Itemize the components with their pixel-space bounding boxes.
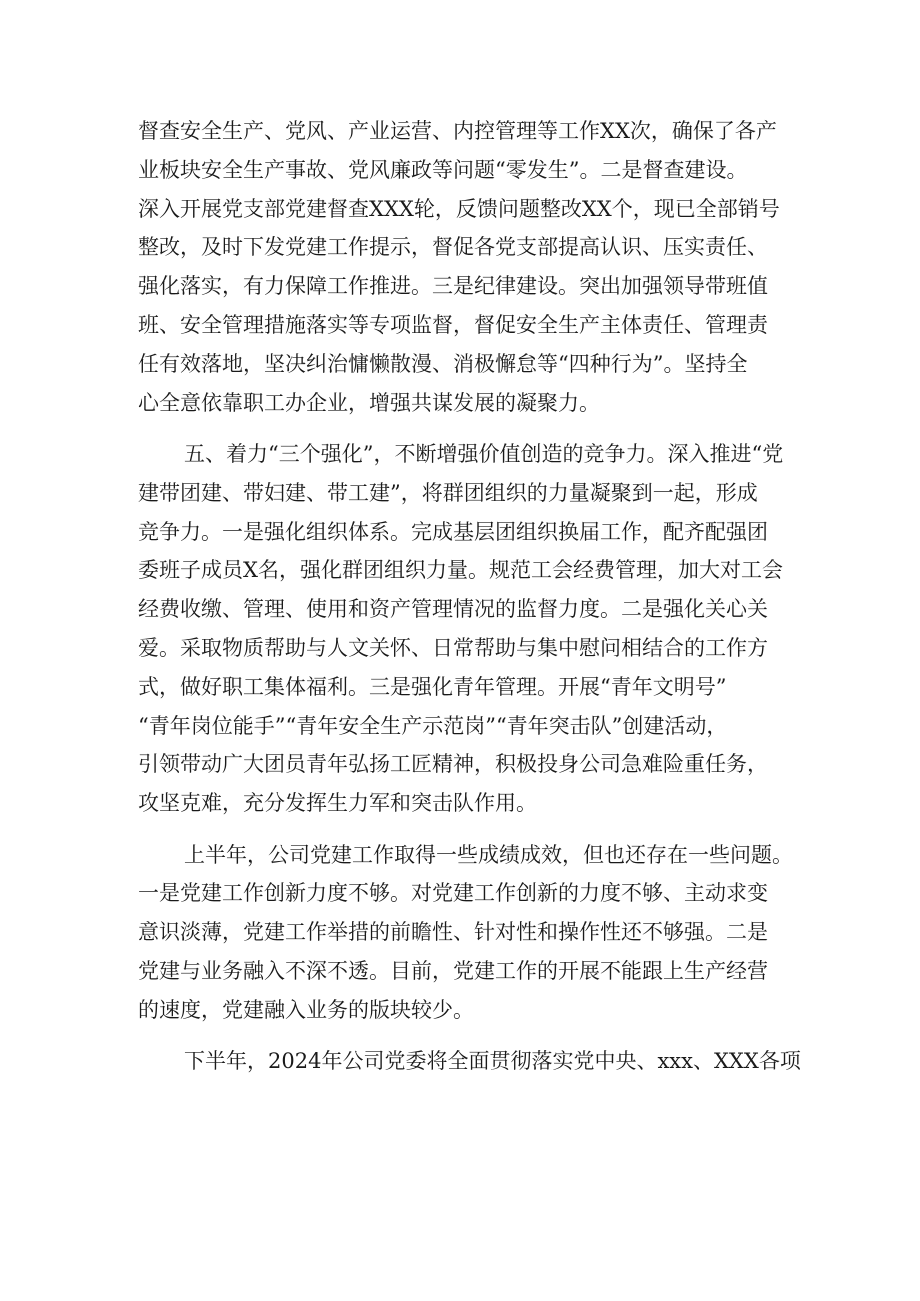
text-line: 一是党建工作创新力度不够。对党建工作创新的力度不够、主动求变 — [138, 881, 768, 906]
document-body — [138, 112, 801, 1081]
text-line: 下半年，2024年公司党委将全面贯彻落实党中央、xxx、XXX各项 — [184, 1049, 801, 1074]
paragraph-gap — [138, 422, 798, 435]
text-line: 业板块安全生产事故、党风廉政等问题“零发生”。二是督查建设。 — [138, 157, 748, 182]
text-line: 督查安全生产、党风、产业运营、内控管理等工作XX次，确保了各产 — [138, 119, 777, 143]
text-line: 整改，及时下发党建工作提示，督促各党支部提高认识、压实责任、 — [138, 235, 768, 260]
text-line: 引领带动广大团员青年弘扬工匠精神，积极投身公司急难险重任务， — [138, 752, 768, 777]
paragraph-gap — [138, 1030, 798, 1043]
text-line: 五、着力“三个强化”，不断增强价值创造的竞争力。深入推进“党 — [184, 441, 784, 466]
text-line: 任有效落地，坚决纠治慵懒散漫、消极懈怠等“四种行为”。坚持全 — [138, 351, 748, 376]
text-line: “青年岗位能手”“青年安全生产示范岗”“青年突击队”创建活动， — [138, 713, 728, 738]
text-line: 强化落实，有力保障工作推进。三是纪律建设。突出加强领导带班值 — [138, 274, 768, 299]
text-line: 经费收缴、管理、使用和资产管理情况的监督力度。二是强化关心关 — [138, 597, 768, 622]
text-line: 竞争力。一是强化组织体系。完成基层团组织换届工作，配齐配强团 — [138, 519, 768, 544]
text-line: 攻坚克难，充分发挥生力军和突击队作用。 — [138, 791, 537, 816]
text-line: 深入开展党支部党建督查XXX轮，反馈问题整改XX个，现已全部销号 — [138, 196, 780, 221]
text-line: 委班子成员X名，强化群团组织力量。规范工会经费管理，加大对工会 — [138, 558, 783, 583]
text-line: 的速度，党建融入业务的版块较少。 — [138, 997, 474, 1022]
text-line: 班、安全管理措施落实等专项监督，督促安全生产主体责任、管理责 — [138, 312, 768, 337]
text-line: 式，做好职工集体福利。三是强化青年管理。开展“青年文明号” — [138, 674, 727, 699]
text-line: 心全意依靠职工办企业，增强共谋发展的凝聚力。 — [138, 390, 600, 415]
paragraph-gap — [138, 823, 798, 836]
text-line: 建带团建、带妇建、带工建”，将群团组织的力量凝聚到一起，形成 — [138, 480, 758, 505]
text-line: 意识淡薄，党建工作举措的前瞻性、针对性和操作性还不够强。二是 — [138, 920, 768, 945]
text-line: 上半年，公司党建工作取得一些成绩成效，但也还存在一些问题。 — [184, 842, 793, 867]
text-line: 爱。采取物质帮助与人文关怀、日常帮助与集中慰问相结合的工作方 — [138, 635, 768, 660]
text-line: 党建与业务融入不深不透。目前，党建工作的开展不能跟上生产经营 — [138, 958, 768, 983]
